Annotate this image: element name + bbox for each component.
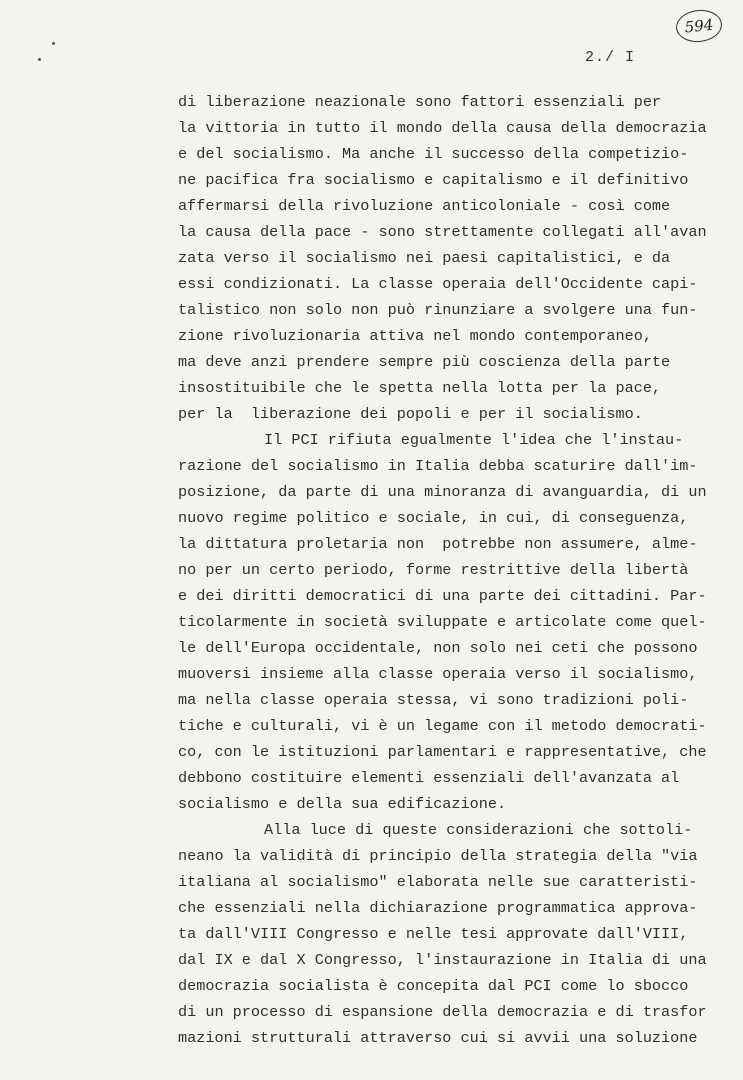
- text-line: tiche e culturali, vi è un legame con il metodo democrati-: [178, 717, 707, 735]
- margin-mark: [52, 42, 55, 45]
- text-line: talistico non solo non può rinunziare a svolgere una fun-: [178, 301, 698, 319]
- margin-mark: [38, 58, 41, 61]
- text-line: ne pacifica fra socialismo e capitalismo e il definitivo: [178, 171, 689, 189]
- text-line: essi condizionati. La classe operaia dell'Occidente capi-: [178, 275, 698, 293]
- text-line: la causa della pace - sono strettamente collegati all'avan: [178, 223, 707, 241]
- text-line: dal IX e dal X Congresso, l'instaurazione in Italia di una: [178, 951, 707, 969]
- text-line: e dei diritti democratici di una parte dei cittadini. Par-: [178, 587, 707, 605]
- text-line: Alla luce di queste considerazioni che sottoli-: [264, 821, 693, 839]
- page-number: 2./ I: [585, 49, 636, 66]
- text-line: neano la validità di principio della strategia della "via: [178, 847, 698, 865]
- text-line: affermarsi della rivoluzione anticoloniale - così come: [178, 197, 671, 215]
- text-line: democrazia socialista è concepita dal PCI come lo sbocco: [178, 977, 689, 995]
- body-text: [178, 89, 707, 1051]
- text-line: co, con le istituzioni parlamentari e rappresentative, che: [178, 743, 707, 761]
- text-line: per la liberazione dei popoli e per il socialismo.: [178, 405, 643, 423]
- text-line: di un processo di espansione della democrazia e di trasfor: [178, 1003, 707, 1021]
- text-line: zione rivoluzionaria attiva nel mondo contemporaneo,: [178, 327, 652, 345]
- text-line: nuovo regime politico e sociale, in cui, di conseguenza,: [178, 509, 689, 527]
- text-line: ta dall'VIII Congresso e nelle tesi approvate dall'VIII,: [178, 925, 689, 943]
- text-line: ma nella classe operaia stessa, vi sono tradizioni poli-: [178, 691, 689, 709]
- archive-stamp: 594: [674, 8, 723, 45]
- text-line: e del socialismo. Ma anche il successo della competizio-: [178, 145, 689, 163]
- text-line: la vittoria in tutto il mondo della causa della democrazia: [178, 119, 707, 137]
- text-line: no per un certo periodo, forme restrittive della libertà: [178, 561, 689, 579]
- text-line: ticolarmente in società sviluppate e articolate come quel-: [178, 613, 707, 631]
- text-line: socialismo e della sua edificazione.: [178, 795, 507, 813]
- text-line: di liberazione neazionale sono fattori essenziali per: [178, 93, 662, 111]
- text-line: la dittatura proletaria non potrebbe non assumere, alme-: [178, 535, 698, 553]
- text-line: insostituibile che le spetta nella lotta per la pace,: [178, 379, 662, 397]
- text-line: italiana al socialismo" elaborata nelle sue caratteristi-: [178, 873, 698, 891]
- text-line: le dell'Europa occidentale, non solo nei ceti che possono: [178, 639, 698, 657]
- text-line: mazioni strutturali attraverso cui si avvii una soluzione: [178, 1029, 698, 1047]
- text-line: Il PCI rifiuta egualmente l'idea che l'instau-: [264, 431, 684, 449]
- text-line: muoversi insieme alla classe operaia verso il socialismo,: [178, 665, 698, 683]
- text-line: ma deve anzi prendere sempre più coscienza della parte: [178, 353, 671, 371]
- text-line: razione del socialismo in Italia debba scaturire dall'im-: [178, 457, 698, 475]
- text-line: che essenziali nella dichiarazione programmatica approva-: [178, 899, 698, 917]
- text-line: zata verso il socialismo nei paesi capitalistici, e da: [178, 249, 671, 267]
- text-line: debbono costituire elementi essenziali dell'avanzata al: [178, 769, 680, 787]
- text-line: posizione, da parte di una minoranza di avanguardia, di un: [178, 483, 707, 501]
